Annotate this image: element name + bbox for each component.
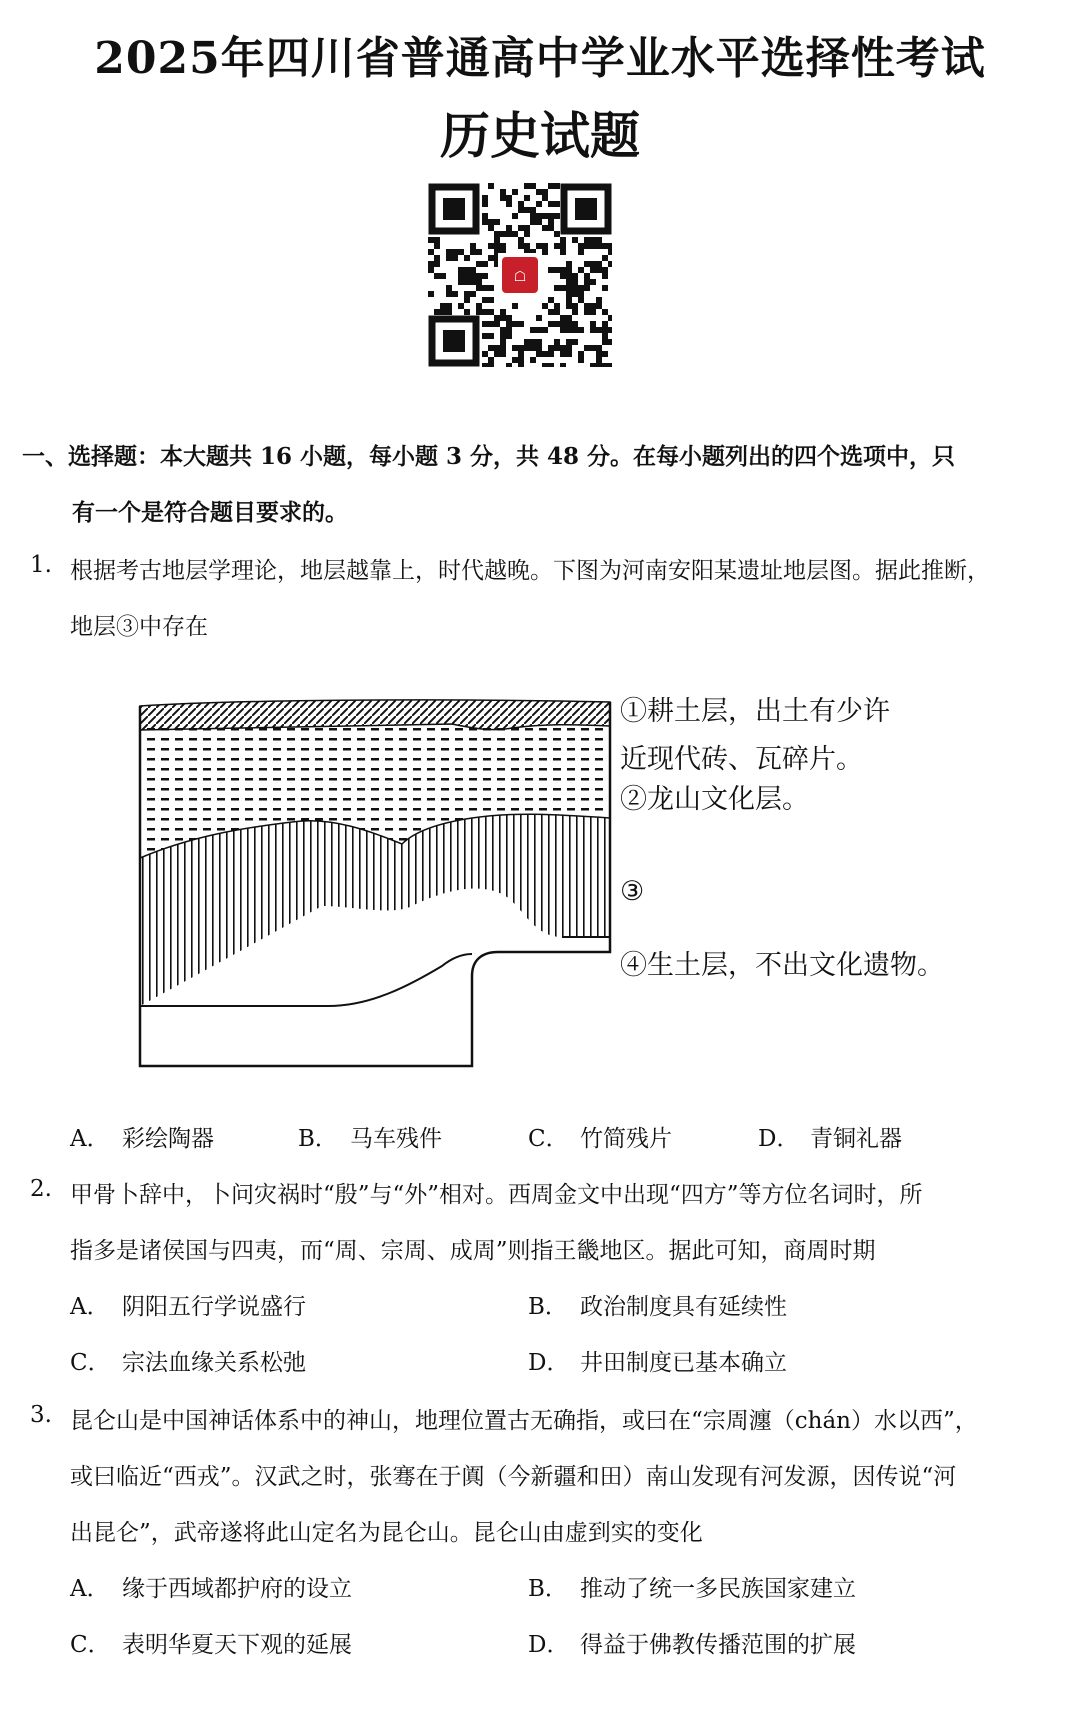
question-text: 地层③中存在 bbox=[70, 614, 208, 640]
question-text: 甲骨卜辞中，卜问灾祸时“殷”与“外”相对。西周金文中出现“四方”等方位名词时，所 bbox=[70, 1182, 923, 1208]
question-number: 2. bbox=[30, 1176, 52, 1202]
exam-subtitle: 历史试题 bbox=[440, 106, 640, 165]
option-d[interactable]: D． 井田制度已基本确立 bbox=[528, 1350, 787, 1376]
strata-label-4: ④生土层，不出文化遗物。 bbox=[620, 950, 944, 981]
qr-code bbox=[428, 183, 612, 367]
question-number: 3. bbox=[30, 1402, 52, 1428]
strata-label-2: ②龙山文化层。 bbox=[620, 784, 809, 815]
question-text: 根据考古地层学理论，地层越靠上，时代越晚。下图为河南安阳某遗址地层图。据此推断， bbox=[70, 558, 990, 584]
question-text: 昆仑山是中国神话体系中的神山，地理位置古无确指，或曰在“宗周瀍（chán）水以西”， bbox=[70, 1408, 978, 1434]
option-a[interactable]: A． 彩绘陶器 bbox=[70, 1126, 214, 1152]
strata-label-1b: 近现代砖、瓦碎片。 bbox=[620, 744, 863, 775]
option-c[interactable]: C． 竹简残片 bbox=[528, 1126, 672, 1152]
section-heading-line1: 一、选择题：本大题共 16 小题，每小题 3 分，共 48 分。在每小题列出的四个选项中，只 bbox=[22, 443, 956, 470]
question-text: 或曰临近“西戎”。汉武之时，张骞在于阗（今新疆和田）南山发现有河发源，因传说“河 bbox=[70, 1464, 957, 1490]
strata-diagram bbox=[132, 684, 992, 1094]
option-b[interactable]: B． 政治制度具有延续性 bbox=[528, 1294, 787, 1320]
option-b[interactable]: B． 马车残件 bbox=[298, 1126, 442, 1152]
option-c[interactable]: C． 表明华夏天下观的延展 bbox=[70, 1632, 352, 1658]
svg-text:☖: ☖ bbox=[513, 269, 527, 285]
option-a[interactable]: A． 阴阳五行学说盛行 bbox=[70, 1294, 306, 1320]
question-text: 指多是诸侯国与四夷，而“周、宗周、成周”则指王畿地区。据此可知，商周时期 bbox=[70, 1238, 876, 1264]
strata-label-1: ①耕土层，出土有少许 bbox=[620, 696, 890, 727]
strata-label-3: ③ bbox=[620, 876, 645, 907]
option-c[interactable]: C． 宗法血缘关系松弛 bbox=[70, 1350, 306, 1376]
section-heading-line2: 有一个是符合题目要求的。 bbox=[72, 499, 348, 526]
option-a[interactable]: A． 缘于西域都护府的设立 bbox=[70, 1576, 352, 1602]
question-text: 出昆仑”，武帝遂将此山定名为昆仑山。昆仑山由虚到实的变化 bbox=[70, 1520, 703, 1546]
option-b[interactable]: B． 推动了统一多民族国家建立 bbox=[528, 1576, 856, 1602]
exam-title: 2025年四川省普通高中学业水平选择性考试 bbox=[94, 33, 986, 84]
option-d[interactable]: D． 青铜礼器 bbox=[758, 1126, 902, 1152]
option-d[interactable]: D． 得益于佛教传播范围的扩展 bbox=[528, 1632, 856, 1658]
question-number: 1. bbox=[30, 552, 52, 578]
